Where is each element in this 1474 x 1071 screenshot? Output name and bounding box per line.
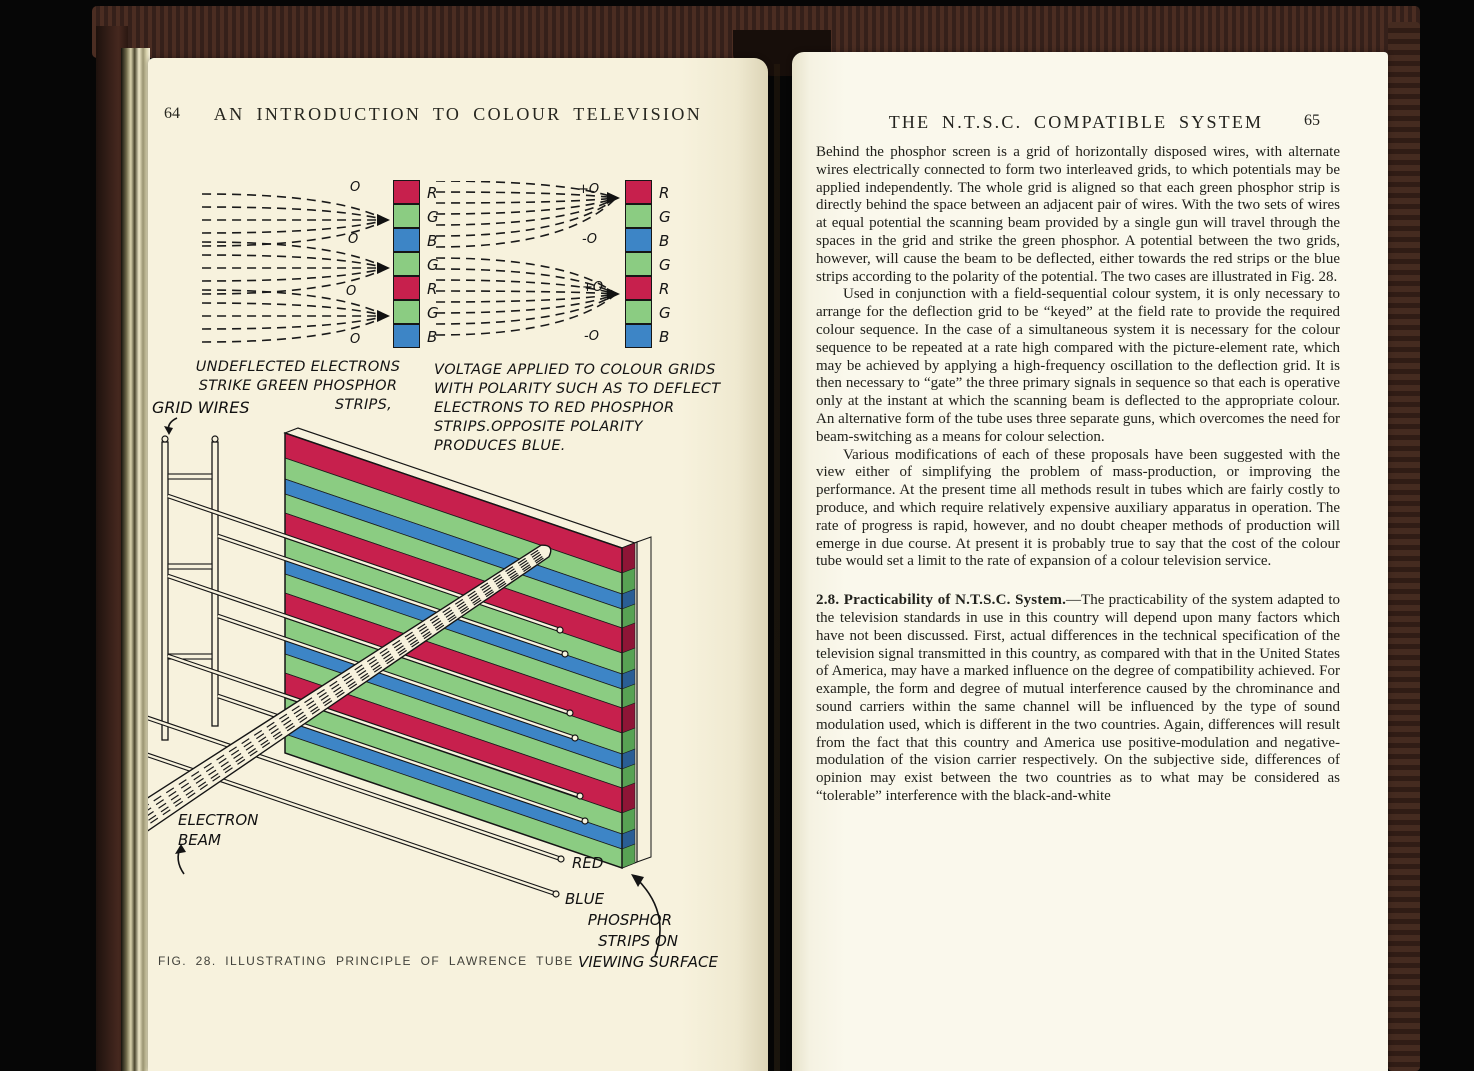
grid-wires-arrow-icon [158,416,184,438]
strip-row [625,301,671,325]
phosphor-strip-g [625,204,652,228]
strip-row [625,253,671,277]
phosphor-strip-g [625,252,652,276]
right-page [792,52,1388,1071]
left-page [148,58,768,1071]
strip-letter-label: R [659,184,670,202]
caption-line: STRIPS.OPPOSITE POLARITY [434,419,643,435]
phosphor-strip-b [393,324,420,348]
book-cover-right-edge [1388,22,1420,1071]
figure-caption: FIG. 28. ILLUSTRATING PRINCIPLE OF LAWRENCE TUBE [158,954,574,968]
grid-wire-marker: O [350,332,361,347]
label-line: ELECTRON [178,811,259,829]
blue-label: BLUE [565,890,605,908]
grid-wire-marker: O [346,284,357,299]
label-line: BEAM [178,831,221,849]
grid-wire-marker: -O [584,329,599,344]
right-page-number: 65 [1304,112,1320,129]
phosphor-strip-r [625,276,652,300]
grid-wire-marker: +O [582,280,604,295]
section-paragraph [816,592,1340,806]
strip-letter-label: G [427,208,439,226]
strip-letter-label: G [659,304,671,322]
phosphor-strip-r [625,180,652,204]
strip-row [625,205,671,229]
phosphor-strip-g [393,300,420,324]
grid-wire-marker: O [350,180,361,195]
red-label: RED [572,854,604,872]
strip-letter-label: B [427,328,438,346]
strip-row [625,181,671,205]
grid-wires-label: GRID WIRES [152,398,250,417]
phosphor-strip-g [393,204,420,228]
page-edge-stack [121,48,150,1071]
left-running-head: AN INTRODUCTION TO COLOUR TELEVISION [213,104,703,124]
strip-row [625,229,671,253]
strip-row [625,325,671,349]
strip-letter-label: G [427,304,439,322]
strip-letter-label: G [659,208,671,226]
caption-line: ELECTRONS TO RED PHOSPHOR [434,400,675,416]
phosphor-strip-r [393,180,420,204]
electron-beam-label [178,810,258,850]
strip-row [625,277,671,301]
caption-line: PRODUCES BLUE. [434,438,566,454]
strip-letter-label: R [427,184,438,202]
phosphor-strip-column [625,181,671,349]
caption-line: STRIKE GREEN PHOSPHOR [198,378,398,394]
electron-paths-svg [196,181,392,353]
right-running-head: THE N.T.S.C. COMPATIBLE SYSTEM [888,112,1264,132]
caption-line: WITH POLARITY SUCH AS TO DEFLECT [434,381,721,397]
lawrence-tube-drawing [148,426,748,966]
figure-undeflected-diagram [196,176,438,362]
paragraph: Used in conjunction with a field-sequential colour system, it is only necessary to arrange for the deflection grid to be “keyed” at the field rate to provide the required colour sequence. In the case of a simultaneous system it is necessary for the colour sequence to be repeated at a rate high compared with the picture-element rate, which may be achieved by applying a high-frequency oscillation to the deflection grid. It is then necessary to “gate” the three primary signals in sequence so that each is operative only at the instant at which the scanning beam is deflected to the appropriate colour. An alternative form of the tube uses three separate guns, which overcomes the need for beam-switching as a means for colour selection. [816,286,1340,445]
caption-line: VOLTAGE APPLIED TO COLOUR GRIDS [434,362,716,378]
caption-line: UNDEFLECTED ELECTRONS [195,359,401,375]
body-text [816,144,1340,806]
grid-wire-marker: O [348,232,359,247]
grid-wire-marker: +O [578,182,600,197]
label-line: VIEWING SURFACE [578,953,718,971]
grid-wire-marker: -O [582,232,597,247]
left-page-number: 64 [164,105,180,122]
strip-letter-label: G [659,256,671,274]
label-line: PHOSPHOR [587,911,672,929]
strip-letter-label: B [659,328,670,346]
phosphor-strip-b [625,324,652,348]
section-text: —The practicability of the system adapted to the television standards in use in this country will depend upon many factors which have not been discussed. First, actual differences in the technical specification of the television signal transmitted in this country, as compared with that in the United States of America, may have a marked influence on the degree of compatibility achieved. For example, the form and degree of mutual interference caused by the chrominance and sound carriers within the same channel will be influenced by the type of sound modulation used, which is different in the two countries. Again, differences will result from the fact that this country and America use positive-modulation and negative-modulation of the vision carrier respectively. On the subjective side, differences of opinion may exist between the two countries as to what may be considered as “tolerable” interference with the black-and-white [816,592,1340,804]
strip-letter-label: R [427,280,438,298]
phosphor-strip-b [393,228,420,252]
phosphor-strip-g [625,300,652,324]
strip-letter-label: R [659,280,670,298]
phosphor-strip-g [393,252,420,276]
phosphor-strip-r [393,276,420,300]
strip-letter-label: B [659,232,670,250]
strip-letter-label: B [427,232,438,250]
section-heading: 2.8. Practicability of N.T.S.C. System. [816,592,1067,609]
phosphor-strip-b [625,228,652,252]
gutter-crease [774,64,780,1071]
strip-letter-label: G [427,256,439,274]
label-line: STRIPS ON [598,932,678,950]
caption-line: STRIPS, [334,397,392,413]
figure-deflected-diagram [430,176,726,362]
paragraph: Various modifications of each of these proposals have been suggested with the view either of simplifying the problem of mass-production, or improving the performance. At the present time all methods result in tubes which are fairly costly to produce, and which require relatively expensive auxiliary apparatus in operation. The rate of progress is rapid, however, and no doubt cheaper methods of production will emerge in due course. At present it is probably true to say that the cost of the colour tube would set a limit to the rate of expansion of a colour television service. [816,446,1340,570]
paragraph: Behind the phosphor screen is a grid of horizontally disposed wires, with alternate wires electrically connected to form two interleaved grids, to which potentials may be applied independently. The whole grid is aligned so that each green phosphor strip is directly behind the space between an adjacent pair of wires. With the two sets of wires at equal potential the scanning beam provided by a single gun will travel through the spaces in the grid and strike the green phosphor. A potential between the two grids, however, will cause the beam to be deflected, either towards the red strips or the blue strips according to the polarity of the potential. The two cases are illustrated in Fig. 28. [816,144,1340,285]
